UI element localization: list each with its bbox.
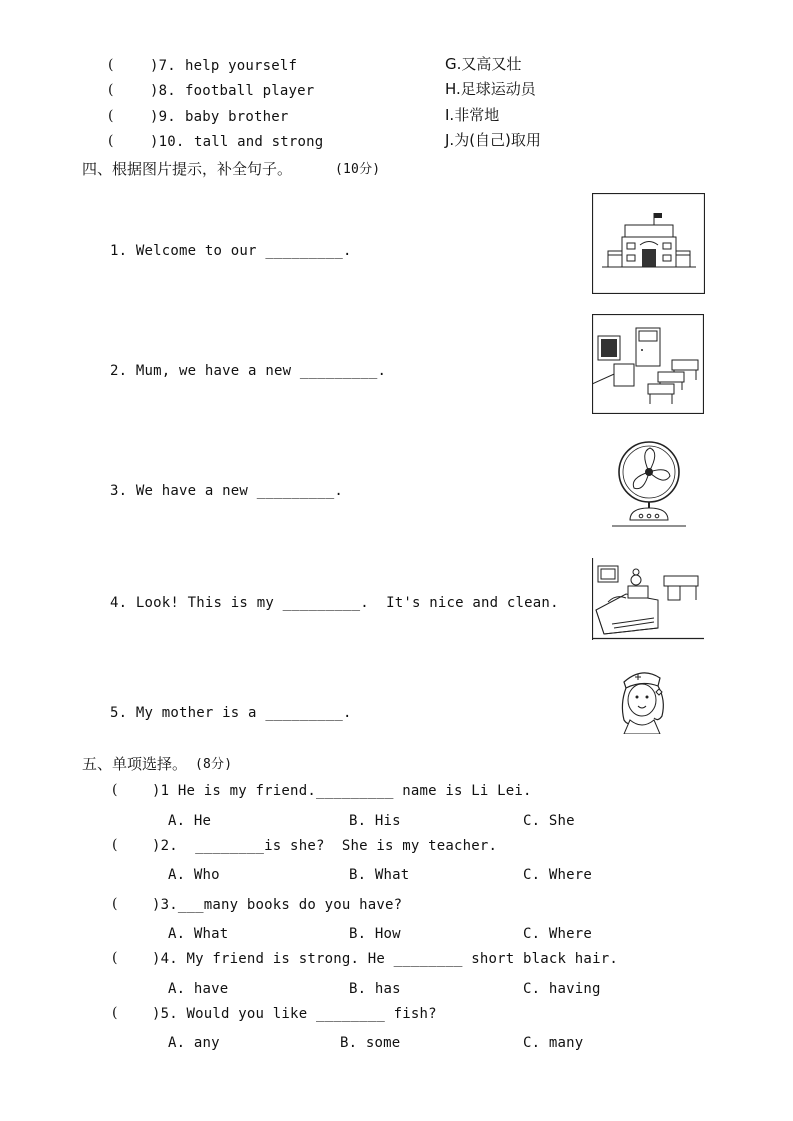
option-a[interactable]: A. Who bbox=[168, 867, 220, 883]
question-stem: )2. ________is she? She is my teacher. bbox=[152, 838, 498, 854]
option-b[interactable]: B. His bbox=[349, 813, 401, 829]
fill-in-sentence-1[interactable]: 1. Welcome to our _________. bbox=[110, 243, 352, 259]
answer-paren[interactable]: ( bbox=[112, 896, 118, 912]
option-b[interactable]: B. has bbox=[349, 981, 401, 997]
section-4-heading: 四、根据图片提示，补全句子。 bbox=[82, 160, 293, 178]
option-c[interactable]: C. having bbox=[523, 981, 601, 997]
option-b[interactable]: B. some bbox=[340, 1035, 401, 1051]
question-stem: )1 He is my friend._________ name is Li Lei. bbox=[152, 783, 532, 799]
option-c[interactable]: C. She bbox=[523, 813, 575, 829]
classroom-icon bbox=[592, 314, 704, 414]
option-a[interactable]: A. any bbox=[168, 1035, 220, 1051]
answer-paren[interactable]: ( bbox=[108, 82, 114, 98]
matching-english: tall and strong bbox=[194, 134, 324, 150]
section-5-score: (8分) bbox=[195, 757, 233, 772]
answer-paren[interactable]: ( bbox=[112, 782, 118, 798]
school-building-icon bbox=[592, 193, 705, 294]
option-c[interactable]: C. Where bbox=[523, 867, 593, 883]
section-4-score: (10分) bbox=[335, 162, 381, 177]
fill-in-sentence-5[interactable]: 5. My mother is a _________. bbox=[110, 705, 352, 721]
question-stem: )4. My friend is strong. He ________ short black hair. bbox=[152, 951, 618, 967]
matching-chinese: G.又高又壮 bbox=[445, 55, 522, 73]
matching-number: )9. bbox=[150, 109, 176, 125]
answer-paren[interactable]: ( bbox=[112, 1005, 118, 1021]
fan-icon bbox=[610, 440, 688, 530]
option-a[interactable]: A. What bbox=[168, 926, 229, 942]
answer-paren[interactable]: ( bbox=[112, 837, 118, 853]
option-a[interactable]: A. have bbox=[168, 981, 229, 997]
matching-english: baby brother bbox=[185, 109, 289, 125]
option-c[interactable]: C. many bbox=[523, 1035, 584, 1051]
fill-in-sentence-3[interactable]: 3. We have a new _________. bbox=[110, 483, 343, 499]
answer-paren[interactable]: ( bbox=[112, 950, 118, 966]
option-a[interactable]: A. He bbox=[168, 813, 212, 829]
question-stem: )3.___many books do you have? bbox=[152, 897, 403, 913]
answer-paren[interactable]: ( bbox=[108, 133, 114, 149]
nurse-icon bbox=[616, 664, 670, 734]
matching-number: )8. bbox=[150, 83, 176, 99]
option-c[interactable]: C. Where bbox=[523, 926, 593, 942]
answer-paren[interactable]: ( bbox=[108, 57, 114, 73]
option-b[interactable]: B. How bbox=[349, 926, 401, 942]
matching-english: football player bbox=[185, 83, 315, 99]
fill-in-sentence-2[interactable]: 2. Mum, we have a new _________. bbox=[110, 363, 387, 379]
question-stem: )5. Would you like ________ fish? bbox=[152, 1006, 437, 1022]
matching-english: help yourself bbox=[185, 58, 298, 74]
bedroom-icon bbox=[592, 558, 704, 640]
answer-paren[interactable]: ( bbox=[108, 108, 114, 124]
fill-in-sentence-4[interactable]: 4. Look! This is my _________. It's nice and clean. bbox=[110, 595, 559, 611]
matching-number: )10. bbox=[150, 134, 185, 150]
matching-chinese: J.为(自己)取用 bbox=[445, 131, 541, 149]
section-5-heading: 五、单项选择。 bbox=[82, 755, 188, 773]
option-b[interactable]: B. What bbox=[349, 867, 410, 883]
matching-chinese: I.非常地 bbox=[445, 106, 500, 124]
matching-number: )7. bbox=[150, 58, 176, 74]
matching-chinese: H.足球运动员 bbox=[445, 80, 536, 98]
